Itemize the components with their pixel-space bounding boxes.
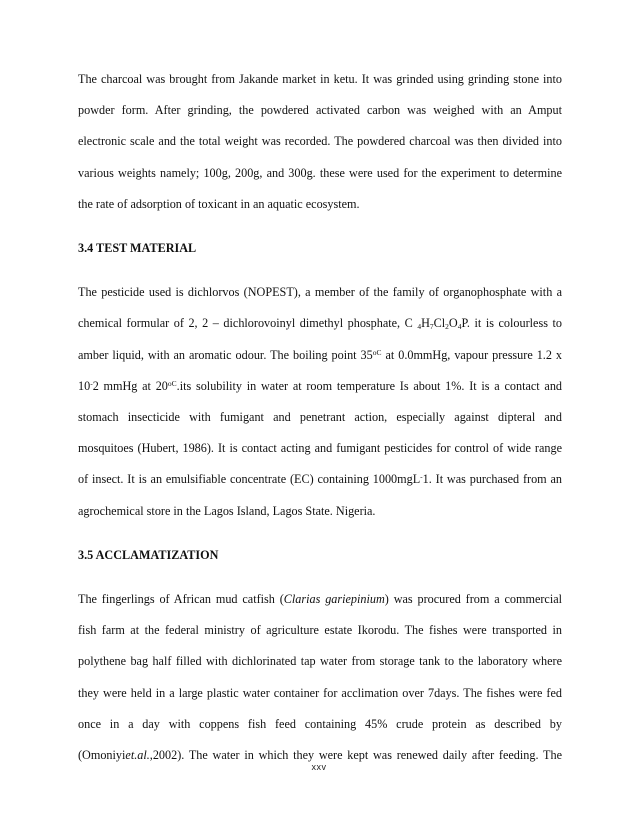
section-heading-acclimatization: 3.5 ACCLAMATIZATION — [78, 547, 219, 562]
paragraph-line: amber liquid, with an aromatic odour. The boiling point $35^{oC}$ at 0.0mmHg, vapour pressure 1.2 x — [78, 347, 562, 362]
paragraph-line: agrochemical store in the Lagos Island, Lagos State. Nigeria. — [78, 503, 376, 518]
paragraph-line: 10-2 mmHg at $20^{oC}.its$ solubility in water at room temperature Is about 1%. It is a contact and — [78, 378, 563, 393]
document-page — [78, 64, 562, 771]
paragraph-line: of insect. It is an emulsifiable concentrate (EC) containing 1000mgL-1. It was purchased from an — [78, 472, 562, 487]
paragraph-line: polythene bag half filled with dichlorinated tap water from storage tank to the laboratory where — [78, 654, 562, 669]
paragraph-charcoal-preparation — [78, 64, 562, 220]
paragraph-line: they were held in a large plastic water container for acclimation over 7days. The fishes were fed — [78, 685, 562, 700]
paragraph-line: electronic scale and the total weight was recorded. The powdered charcoal was then divided into — [78, 134, 562, 149]
paragraph-line-formula: chemical formular of 2, 2 – dichlorovoinyl dimethyl phosphate, C $_4H_7Cl_2O_4P$. it is colourless to — [78, 316, 562, 332]
paragraph-line: the rate of adsorption of toxicant in an aquatic ecosystem. — [78, 196, 360, 211]
paragraph-line: various weights namely; 100g, 200g, and 300g. these were used for the experiment to determine — [78, 165, 562, 180]
paragraph-line: The charcoal was brought from Jakande market in ketu. It was grinded using grinding stone into — [78, 72, 562, 86]
paragraph-line: The fingerlings of African mud catfish (Clarias gariepinium) was procured from a commercial — [78, 592, 562, 607]
paragraph-line: The pesticide used is dichlorvos (NOPEST), a member of the family of organophosphate with a — [78, 285, 562, 300]
section-heading-test-material: 3.4 TEST MATERIAL — [78, 241, 197, 256]
paragraph-line: fish farm at the federal ministry of agriculture estate Ikorodu. The fishes were transported in — [78, 623, 562, 638]
paragraph-line: stomach insecticide with fumigant and penetrant action, especially against dipteral and — [78, 410, 562, 425]
page-number: xxv — [311, 762, 327, 772]
paragraph-line: powder form. After grinding, the powdered activated carbon was weighed with an Amput — [78, 103, 562, 118]
paragraph-acclimatization — [78, 584, 562, 771]
paragraph-line: mosquitoes (Hubert, 1986). It is contact acting and fumigant pesticides for control of wide range — [78, 441, 562, 456]
species-name: Clarias gariepinium — [283, 592, 385, 607]
paragraph-line: once in a day with coppens fish feed containing 45% crude protein as described by — [78, 716, 562, 731]
paragraph-test-material — [78, 277, 562, 527]
paragraph-line: (Omoniyiet.al.,2002). The water in which they were kept was renewed daily after feeding. The — [78, 748, 562, 763]
